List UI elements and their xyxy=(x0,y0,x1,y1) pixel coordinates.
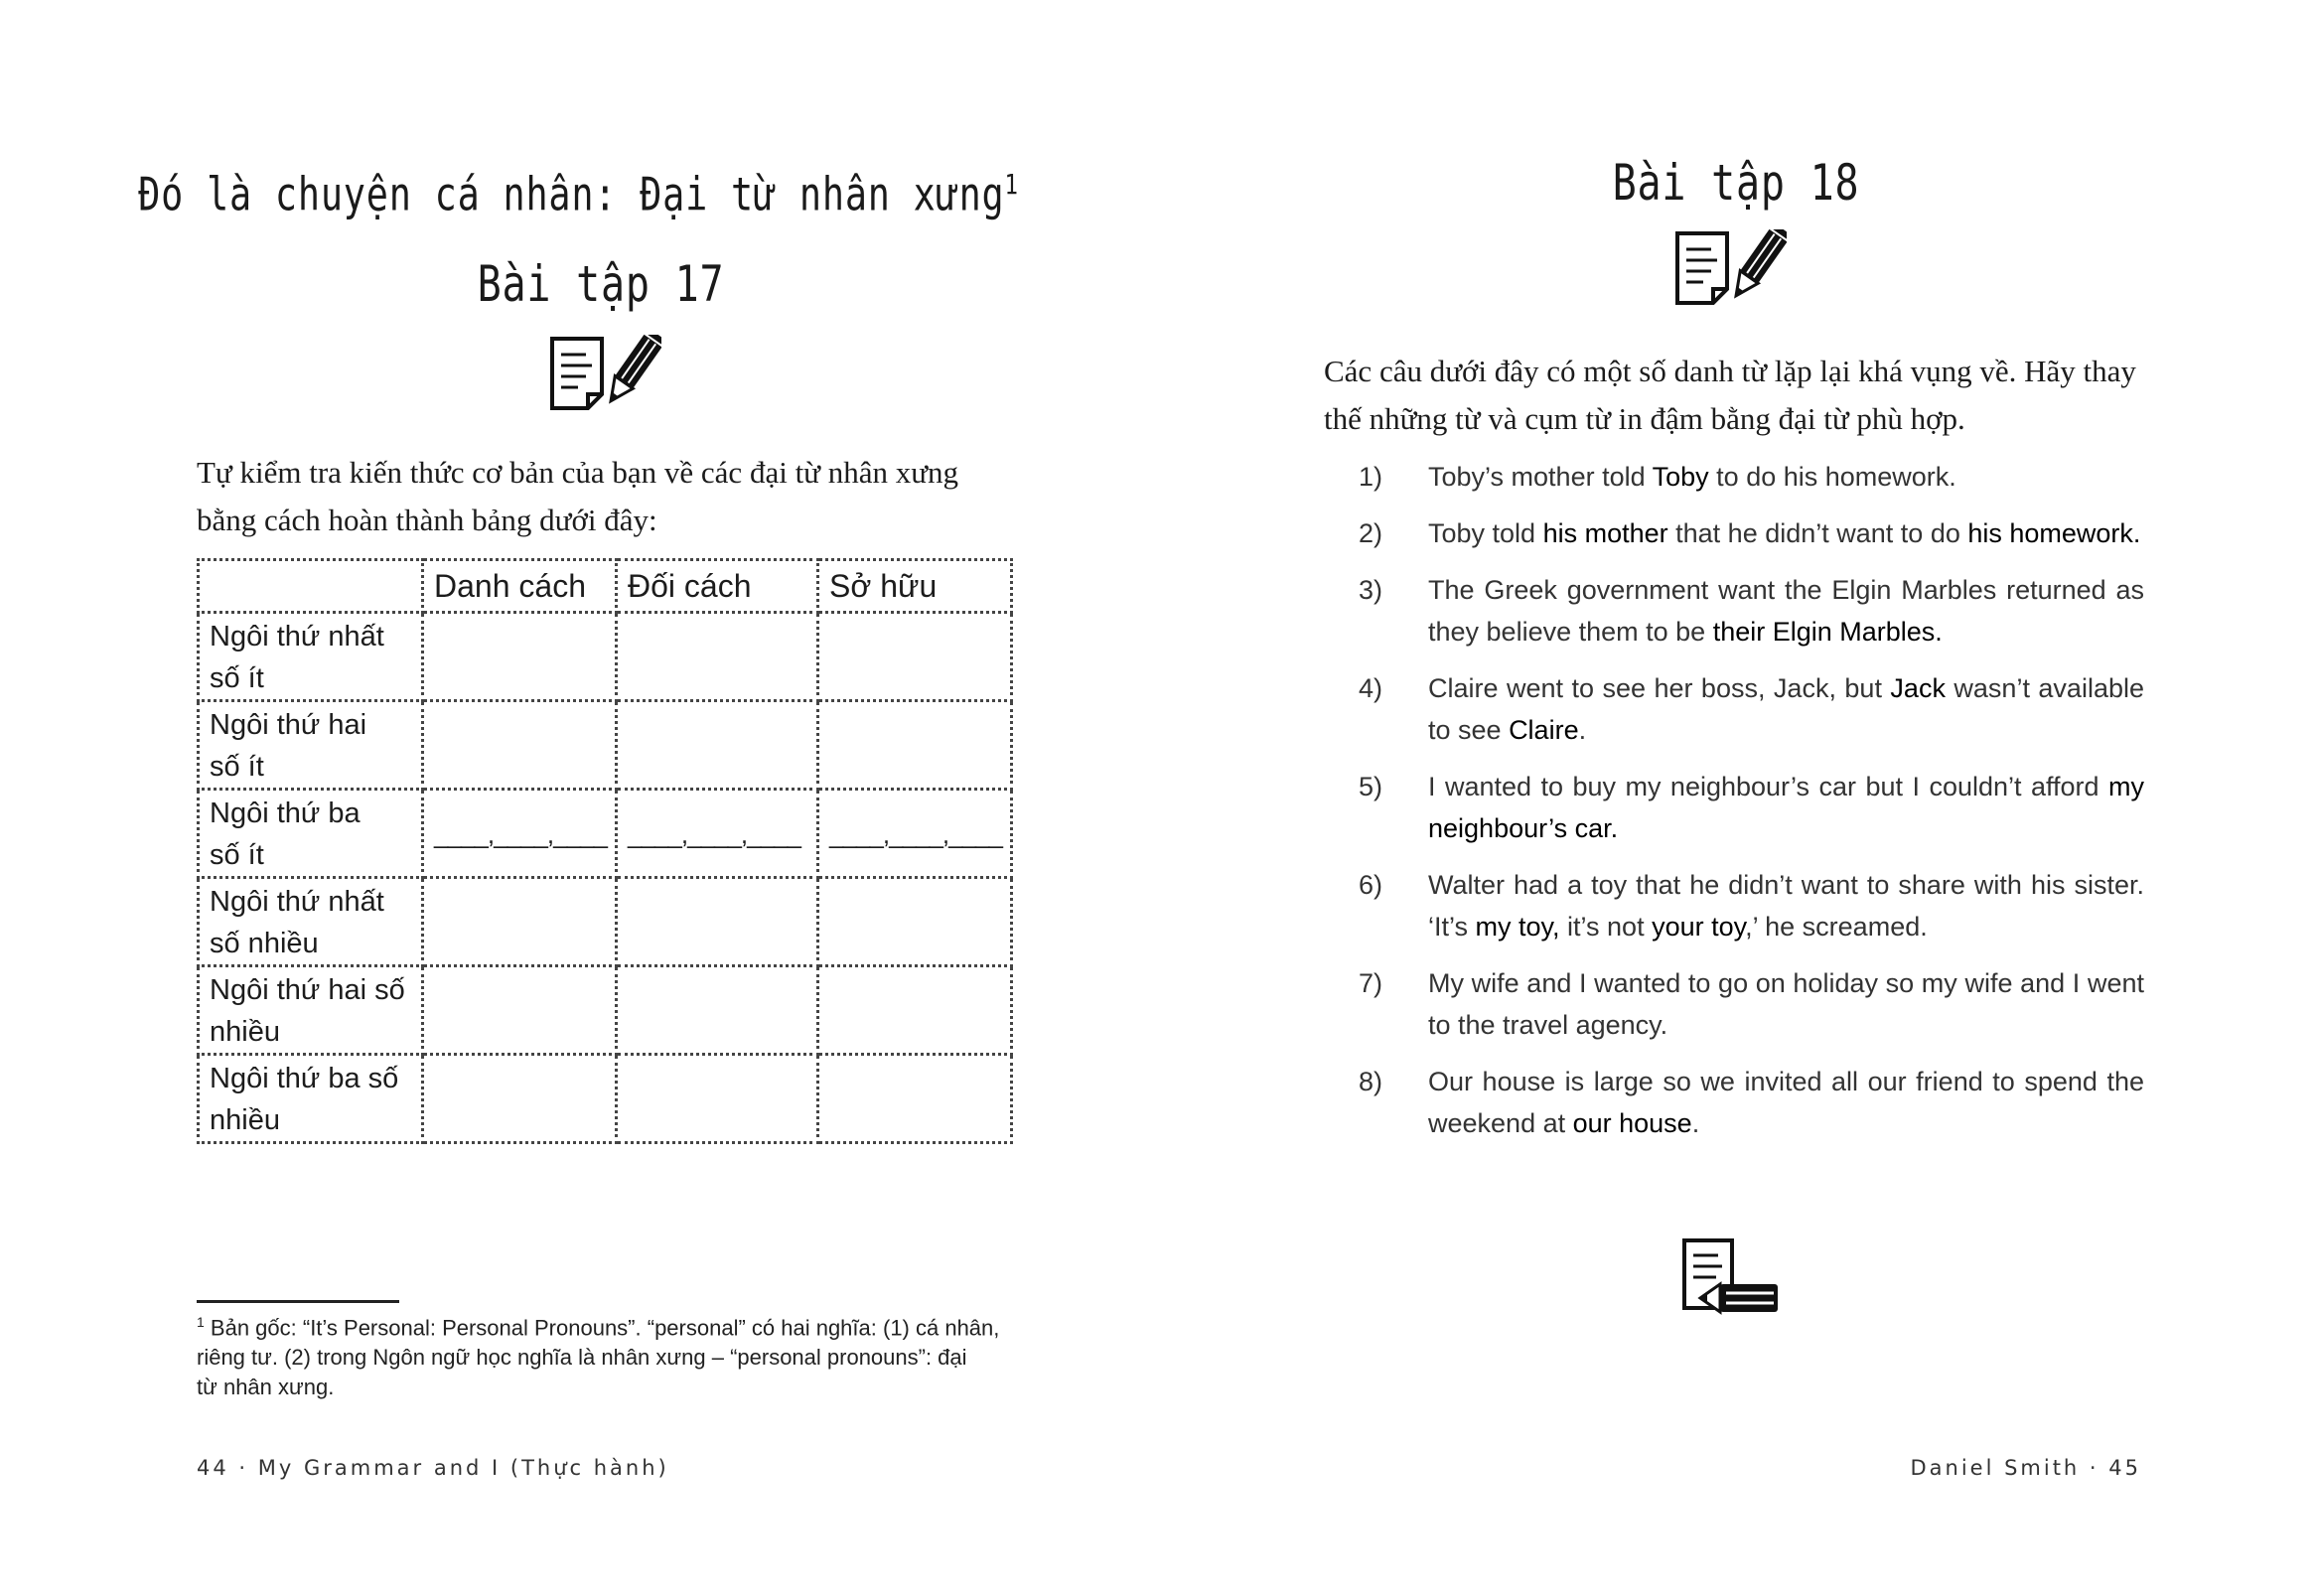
sentence-text: that he didn’t want to do xyxy=(1667,518,1968,548)
answer-cell[interactable] xyxy=(423,966,617,1055)
highlighted-phrase: our house xyxy=(1572,1108,1692,1138)
row-label: Ngôi thứ nhất số nhiều xyxy=(199,878,423,966)
table-row xyxy=(199,701,1012,790)
answer-cell[interactable] xyxy=(423,701,617,790)
row-label: Ngôi thứ hai số ít xyxy=(199,701,423,790)
sentence-text: . xyxy=(1578,715,1587,745)
answer-cell[interactable] xyxy=(617,701,818,790)
answer-cell[interactable] xyxy=(818,701,1012,790)
exercise-18-intro: Các câu dưới đây có một số danh từ lặp lại khá vụng về. Hãy thay thế những từ và cụm từ in đậm bằng đại từ phù hợp. xyxy=(1324,354,2136,436)
answer-cell[interactable] xyxy=(423,1055,617,1143)
answer-cell[interactable] xyxy=(818,613,1012,701)
highlighted-phrase: Claire xyxy=(1509,715,1579,745)
highlighted-phrase: your toy xyxy=(1652,912,1746,942)
list-item xyxy=(1359,512,2144,554)
answer-cell[interactable] xyxy=(818,1055,1012,1143)
answer-cell[interactable] xyxy=(423,878,617,966)
sentence-text: to do his homework. xyxy=(1708,462,1956,492)
sentence-text: Our house is large so we invited all our friend to spend the weekend at xyxy=(1428,1067,2144,1138)
list-item xyxy=(1359,766,2144,849)
footnote-mark: 1 xyxy=(1004,168,1019,201)
sentence-text: ,’ he screamed. xyxy=(1745,912,1928,942)
exercise-17-intro: Tự kiểm tra kiến thức cơ bản của bạn về các đại từ nhân xưng bằng cách hoàn thành bảng dưới đây: xyxy=(197,455,959,537)
sentence-text: . xyxy=(1691,1108,1700,1138)
sentence-text: it’s not xyxy=(1559,912,1653,942)
table-header-row xyxy=(199,560,1012,613)
row-label: Ngôi thứ ba số ít xyxy=(199,790,423,878)
sentence-text: wasn’t available to see xyxy=(1428,673,2144,745)
item-number: 5) xyxy=(1359,772,1383,801)
page-folio-right: Daniel Smith · 45 xyxy=(1910,1456,2141,1480)
highlighted-phrase: my toy, xyxy=(1475,912,1560,942)
worksheet-pencil-icon xyxy=(548,335,661,412)
table-row xyxy=(199,790,1012,878)
highlighted-phrase: his homework. xyxy=(1967,518,2141,548)
answer-cell[interactable] xyxy=(617,966,818,1055)
answer-cell[interactable] xyxy=(423,613,617,701)
list-item xyxy=(1359,456,2144,498)
sentence-text: My wife and I wanted to go on holiday so my wife and I went to the travel agency. xyxy=(1428,968,2144,1040)
chapter-title: Đó là chuyện cá nhân: Đại từ nhân xưng$^1$ xyxy=(138,167,1019,221)
answer-cell[interactable] xyxy=(818,966,1012,1055)
footnote: $^1$ Bản gốc: “It’s Personal: Personal Pronouns”. “personal” có hai nghĩa: (1) cá nhân, riêng tư. (2) trong Ngôn ngữ học nghĩa là nhân xưng – “personal pronouns”: đại từ nhân xưng. xyxy=(197,1314,1000,1400)
exercise-18-list xyxy=(1359,456,2144,1159)
item-number: 3) xyxy=(1359,575,1383,605)
table-row xyxy=(199,878,1012,966)
sentence-text: I wanted to buy my neighbour’s car but I couldn’t afford xyxy=(1428,772,2108,801)
table-header-cell: Danh cách xyxy=(423,560,617,613)
answer-cell[interactable] xyxy=(617,878,818,966)
table-header-cell xyxy=(199,560,423,613)
answer-cell[interactable] xyxy=(818,878,1012,966)
worksheet-eraser-icon xyxy=(1680,1236,1784,1318)
answer-cell[interactable] xyxy=(617,613,818,701)
row-label: Ngôi thứ nhất số ít xyxy=(199,613,423,701)
highlighted-phrase: his mother xyxy=(1542,518,1668,548)
pronoun-table xyxy=(197,558,1013,1144)
item-number: 8) xyxy=(1359,1067,1383,1096)
item-number: 7) xyxy=(1359,968,1383,998)
answer-cell[interactable]: ____,____,____ xyxy=(423,790,617,878)
item-number: 2) xyxy=(1359,518,1383,548)
sentence-text: Claire went to see her boss, Jack, but xyxy=(1428,673,1891,703)
highlighted-phrase: Jack xyxy=(1890,673,1946,703)
list-item xyxy=(1359,1061,2144,1144)
table-row xyxy=(199,613,1012,701)
answer-cell[interactable]: ____,____,____ xyxy=(818,790,1012,878)
list-item xyxy=(1359,864,2144,947)
table-header-cell: Đối cách xyxy=(617,560,818,613)
answer-cell[interactable]: ____,____,____ xyxy=(617,790,818,878)
exercise-17-title: Bài tập 17 xyxy=(477,255,725,313)
list-item xyxy=(1359,667,2144,751)
item-number: 1) xyxy=(1359,462,1383,492)
item-number: 6) xyxy=(1359,870,1383,900)
list-item xyxy=(1359,569,2144,653)
row-label: Ngôi thứ ba số nhiều xyxy=(199,1055,423,1143)
footnote-divider xyxy=(197,1300,399,1303)
list-item xyxy=(1359,962,2144,1046)
sentence-text: Walter had a toy that he didn’t want to share with his sister. ‘It’s xyxy=(1428,870,2144,942)
item-number: 4) xyxy=(1359,673,1383,703)
highlighted-phrase: their Elgin Marbles. xyxy=(1712,617,1943,647)
sentence-text: Toby told xyxy=(1428,518,1543,548)
exercise-18-title: Bài tập 18 xyxy=(1612,154,1860,212)
worksheet-pencil-icon xyxy=(1673,229,1787,307)
highlighted-phrase: my neighbour’s car. xyxy=(1428,772,2144,843)
sentence-text: The Greek government want the Elgin Marbles returned as they believe them to be xyxy=(1428,575,2144,647)
sentence-text: Toby’s mother told xyxy=(1428,462,1653,492)
table-row xyxy=(199,1055,1012,1143)
row-label: Ngôi thứ hai số nhiều xyxy=(199,966,423,1055)
table-header-cell: Sở hữu xyxy=(818,560,1012,613)
table-row xyxy=(199,966,1012,1055)
answer-cell[interactable] xyxy=(617,1055,818,1143)
highlighted-phrase: Toby xyxy=(1652,462,1709,492)
page-folio-left: 44 · My Grammar and I (Thực hành) xyxy=(197,1456,669,1480)
left-page xyxy=(0,0,1157,1596)
